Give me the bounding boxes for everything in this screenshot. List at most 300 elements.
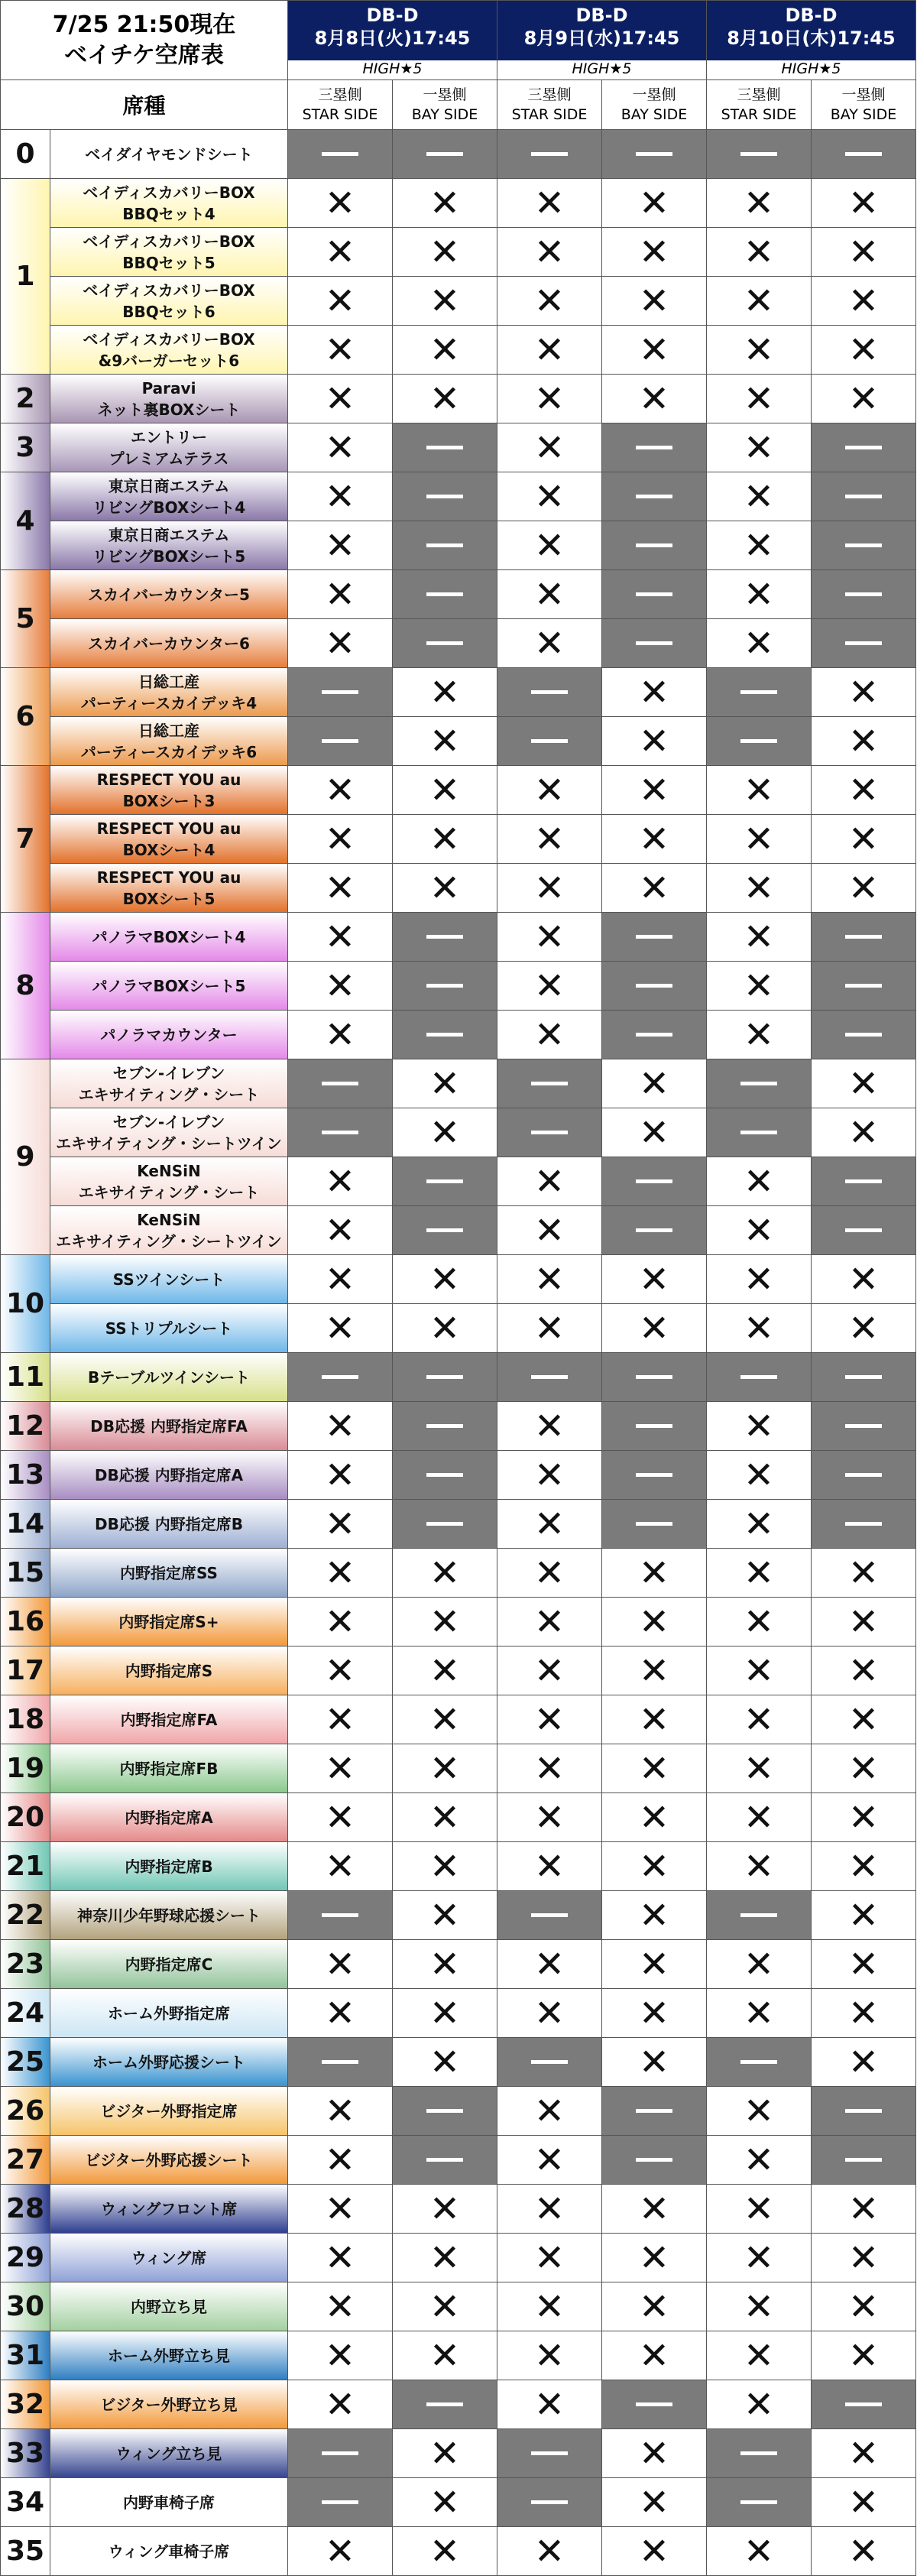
sold-out-icon: ✕ (533, 866, 565, 910)
status-cell (497, 2527, 602, 2576)
status-cell (288, 423, 393, 472)
status-cell (602, 179, 707, 228)
status-cell (707, 228, 812, 277)
group-number: 8 (0, 913, 50, 1059)
not-available-mark (636, 1424, 672, 1428)
not-available-mark (426, 935, 463, 939)
status-cell (602, 1598, 707, 1646)
side-label: STAR SIDE (721, 106, 797, 123)
sold-out-icon: ✕ (324, 475, 356, 518)
status-cell (497, 619, 602, 668)
sold-out-icon: ✕ (847, 279, 880, 323)
status-cell (602, 1255, 707, 1304)
status-cell (288, 1842, 393, 1891)
status-cell (288, 2087, 393, 2136)
group-number: 10 (0, 1255, 50, 1353)
status-cell (707, 1011, 812, 1059)
status-cell (393, 1402, 497, 1451)
sold-out-icon: ✕ (847, 2529, 880, 2573)
status-cell (497, 668, 602, 717)
seat-label-line: ベイディスカバリーBOX (83, 281, 255, 300)
status-cell (707, 766, 812, 815)
seat-label-line: 内野指定席A (125, 1808, 213, 1827)
seat-type-label (50, 2185, 288, 2234)
not-available-mark (426, 152, 463, 156)
status-cell (393, 2527, 497, 2576)
status-cell (497, 1402, 602, 1451)
sold-out-icon: ✕ (847, 1844, 880, 1888)
seat-label-line: Bテーブルツインシート (88, 1367, 250, 1387)
side-label: STAR SIDE (511, 106, 588, 123)
sold-out-icon: ✕ (324, 1649, 356, 1692)
seat-label-line: KeNSiN (137, 1210, 201, 1229)
not-available-mark (740, 1375, 777, 1379)
sold-out-icon: ✕ (847, 1257, 880, 1301)
status-cell (288, 1255, 393, 1304)
status-cell (602, 228, 707, 277)
sold-out-icon: ✕ (324, 426, 356, 469)
seat-type-label (50, 1304, 288, 1353)
sold-out-icon: ✕ (324, 1502, 356, 1546)
seat-label-line: 東京日商エステム (108, 525, 230, 544)
status-cell (812, 1549, 916, 1598)
not-available-mark (531, 1082, 568, 1085)
status-cell (812, 472, 916, 521)
status-cell (812, 766, 916, 815)
sold-out-icon: ✕ (533, 1502, 565, 1546)
status-cell (497, 1598, 602, 1646)
status-cell (812, 1500, 916, 1549)
not-available-mark (845, 1473, 882, 1477)
seat-label-line: 神奈川少年野球応援シート (77, 1906, 261, 1925)
game-date: 8月10日(木)17:45 (727, 28, 896, 49)
status-cell (602, 2234, 707, 2282)
status-cell (393, 2234, 497, 2282)
not-available-mark (426, 1033, 463, 1037)
seat-type-label (50, 2234, 288, 2282)
not-available-mark (322, 2060, 358, 2064)
status-cell (288, 1989, 393, 2038)
seat-label-line: ネット裏BOXシート (97, 400, 241, 419)
status-cell (812, 228, 916, 277)
not-available-mark (740, 152, 777, 156)
group-number: 27 (0, 2136, 50, 2185)
status-cell (812, 717, 916, 766)
sold-out-icon: ✕ (533, 1209, 565, 1252)
sold-out-icon: ✕ (324, 1306, 356, 1350)
status-cell (393, 1842, 497, 1891)
group-number: 22 (0, 1891, 50, 1940)
status-cell (497, 2478, 602, 2527)
not-available-mark (322, 2451, 358, 2455)
sold-out-icon: ✕ (743, 181, 775, 225)
seat-type-label (50, 1402, 288, 1451)
sold-out-icon: ✕ (743, 328, 775, 371)
game-header (288, 0, 497, 80)
status-cell (812, 1157, 916, 1206)
seat-type-label (50, 1157, 288, 1206)
group-number: 26 (0, 2087, 50, 2136)
sold-out-icon: ✕ (743, 1698, 775, 1741)
sold-out-icon: ✕ (743, 426, 775, 469)
seat-label-line: 内野指定席FA (120, 1710, 218, 1729)
status-cell (707, 619, 812, 668)
not-available-mark (531, 152, 568, 156)
side-header (812, 80, 916, 130)
group-number: 0 (0, 130, 50, 179)
sold-out-icon: ✕ (429, 2236, 461, 2279)
sold-out-icon: ✕ (324, 1991, 356, 2035)
sold-out-icon: ✕ (429, 768, 461, 812)
status-cell (288, 2136, 393, 2185)
sold-out-icon: ✕ (743, 2529, 775, 2573)
status-cell (288, 1451, 393, 1500)
seat-label-line: プレミアムテラス (109, 449, 229, 468)
status-cell (812, 1011, 916, 1059)
seat-type-header: 席種 (0, 80, 288, 130)
not-available-mark (531, 2060, 568, 2064)
status-cell (497, 2380, 602, 2429)
status-cell (707, 1206, 812, 1255)
sold-out-icon: ✕ (533, 1013, 565, 1056)
seat-type-label (50, 717, 288, 766)
sold-out-icon: ✕ (638, 2432, 670, 2475)
sold-out-icon: ✕ (743, 1453, 775, 1497)
seat-label-line: DB応援 内野指定席B (94, 1514, 244, 1533)
status-cell (812, 1793, 916, 1842)
status-cell (393, 1549, 497, 1598)
seat-label-line: パノラマBOXシート4 (92, 927, 246, 946)
not-available-mark (426, 592, 463, 596)
group-number: 19 (0, 1744, 50, 1793)
status-cell (497, 1842, 602, 1891)
sold-out-icon: ✕ (743, 524, 775, 567)
status-cell (602, 1500, 707, 1549)
status-cell (393, 1989, 497, 2038)
sold-out-icon: ✕ (324, 866, 356, 910)
seat-label-line: エキサイティング・シート (78, 1183, 260, 1202)
seat-type-label (50, 1108, 288, 1157)
not-available-mark (426, 446, 463, 449)
sold-out-icon: ✕ (638, 181, 670, 225)
status-cell (288, 668, 393, 717)
seat-type-label (50, 326, 288, 375)
seat-label-line: DB応援 内野指定席FA (90, 1416, 248, 1436)
group-number: 14 (0, 1500, 50, 1549)
status-cell (812, 1842, 916, 1891)
sold-out-icon: ✕ (847, 1551, 880, 1595)
not-available-mark (845, 641, 882, 645)
status-cell (602, 1206, 707, 1255)
status-cell (497, 130, 602, 179)
status-cell (707, 423, 812, 472)
status-cell (707, 1108, 812, 1157)
not-available-mark (740, 690, 777, 694)
sold-out-icon: ✕ (324, 2089, 356, 2133)
sold-out-icon: ✕ (638, 1844, 670, 1888)
sold-out-icon: ✕ (638, 1600, 670, 1643)
not-available-mark (845, 446, 882, 449)
seat-type-label (50, 962, 288, 1011)
sold-out-icon: ✕ (638, 1649, 670, 1692)
sold-out-icon: ✕ (638, 866, 670, 910)
group-number: 13 (0, 1451, 50, 1500)
sold-out-icon: ✕ (743, 1747, 775, 1790)
sold-out-icon: ✕ (533, 573, 565, 616)
status-cell (707, 864, 812, 913)
sold-out-icon: ✕ (429, 1942, 461, 1986)
side-header (393, 80, 497, 130)
sold-out-icon: ✕ (533, 1257, 565, 1301)
status-cell (497, 717, 602, 766)
sold-out-icon: ✕ (429, 866, 461, 910)
sold-out-icon: ✕ (533, 181, 565, 225)
sold-out-icon: ✕ (429, 2432, 461, 2475)
status-cell (393, 1059, 497, 1108)
seat-label-line: ベイディスカバリーBOX (83, 232, 255, 251)
sold-out-icon: ✕ (743, 1991, 775, 2035)
seat-label-line: Paravi (141, 378, 196, 397)
sold-out-icon: ✕ (847, 1111, 880, 1154)
seat-label-line: SSトリプルシート (105, 1319, 233, 1338)
status-cell (707, 1695, 812, 1744)
sold-out-icon: ✕ (533, 2529, 565, 2573)
status-cell (497, 375, 602, 423)
seat-type-label (50, 472, 288, 521)
status-cell (707, 375, 812, 423)
status-cell (602, 1695, 707, 1744)
not-available-mark (740, 2060, 777, 2064)
status-cell (602, 864, 707, 913)
sold-out-icon: ✕ (743, 1942, 775, 1986)
status-cell (288, 472, 393, 521)
sold-out-icon: ✕ (533, 1649, 565, 1692)
status-cell (497, 1500, 602, 1549)
status-cell (602, 472, 707, 521)
not-available-mark (426, 1179, 463, 1183)
status-cell (602, 2429, 707, 2478)
status-cell (497, 2136, 602, 2185)
status-cell (602, 766, 707, 815)
status-cell (707, 913, 812, 962)
status-cell (497, 1255, 602, 1304)
status-cell (812, 1451, 916, 1500)
sold-out-icon: ✕ (743, 1013, 775, 1056)
not-available-mark (531, 739, 568, 743)
sold-out-icon: ✕ (429, 2040, 461, 2084)
seat-type-label (50, 2380, 288, 2429)
not-available-mark (636, 935, 672, 939)
seat-label-line: 内野立ち見 (131, 2297, 207, 2316)
status-cell (602, 962, 707, 1011)
sold-out-icon: ✕ (533, 1306, 565, 1350)
sold-out-icon: ✕ (638, 1747, 670, 1790)
status-cell (602, 277, 707, 326)
seat-label-line: BOXシート4 (122, 840, 215, 859)
sold-out-icon: ✕ (743, 1502, 775, 1546)
status-cell (497, 423, 602, 472)
seat-label-line: 内野指定席FB (119, 1759, 219, 1778)
sold-out-icon: ✕ (324, 2529, 356, 2573)
status-cell (602, 1108, 707, 1157)
seat-label-line: &9バーガーセット6 (98, 351, 240, 370)
status-cell (288, 1353, 393, 1402)
sold-out-icon: ✕ (324, 1698, 356, 1741)
seat-label-line: パノラマカウンター (100, 1025, 238, 1044)
seat-type-label (50, 1206, 288, 1255)
seat-type-label (50, 130, 288, 179)
status-cell (707, 521, 812, 570)
status-cell (393, 1304, 497, 1353)
status-cell (707, 2234, 812, 2282)
sold-out-icon: ✕ (847, 1747, 880, 1790)
status-cell (707, 1646, 812, 1695)
sold-out-icon: ✕ (324, 279, 356, 323)
status-cell (288, 2331, 393, 2380)
group-number: 23 (0, 1940, 50, 1989)
not-available-mark (636, 641, 672, 645)
group-number: 11 (0, 1353, 50, 1402)
sold-out-icon: ✕ (638, 670, 670, 714)
seat-label-line: ウィングフロント席 (100, 2199, 238, 2218)
not-available-mark (426, 543, 463, 547)
status-cell (602, 423, 707, 472)
status-cell (288, 2478, 393, 2527)
status-cell (393, 1353, 497, 1402)
seat-label-line: エントリー (131, 427, 207, 446)
status-cell (497, 1891, 602, 1940)
status-cell (707, 1989, 812, 2038)
sold-out-icon: ✕ (743, 768, 775, 812)
group-number: 34 (0, 2478, 50, 2527)
sold-out-icon: ✕ (429, 1796, 461, 1839)
status-cell (497, 2038, 602, 2087)
seat-label-line: リビングBOXシート5 (92, 547, 246, 566)
status-cell (288, 1940, 393, 1989)
status-cell (288, 1646, 393, 1695)
status-cell (812, 1255, 916, 1304)
status-cell (707, 668, 812, 717)
status-cell (393, 1255, 497, 1304)
seat-label-line: セブン-イレブン (112, 1112, 225, 1131)
sold-out-icon: ✕ (743, 1649, 775, 1692)
status-cell (812, 2331, 916, 2380)
status-cell (393, 1744, 497, 1793)
not-available-mark (636, 1522, 672, 1526)
status-cell (707, 1549, 812, 1598)
not-available-mark (636, 152, 672, 156)
status-cell (288, 1598, 393, 1646)
not-available-mark (426, 641, 463, 645)
sold-out-icon: ✕ (324, 1796, 356, 1839)
seat-label-line: パーティースカイデッキ4 (80, 693, 258, 712)
game-matchup: DB-D (575, 5, 628, 26)
seat-label-line: RESPECT YOU au (96, 770, 241, 789)
status-cell (707, 1891, 812, 1940)
status-cell (288, 179, 393, 228)
status-cell (812, 1695, 916, 1744)
group-number: 9 (0, 1059, 50, 1255)
sold-out-icon: ✕ (638, 279, 670, 323)
sold-out-icon: ✕ (324, 2236, 356, 2279)
seat-type-label (50, 375, 288, 423)
status-cell (602, 326, 707, 375)
status-cell (288, 2234, 393, 2282)
sold-out-icon: ✕ (324, 2285, 356, 2328)
not-available-mark (636, 1228, 672, 1232)
group-number: 16 (0, 1598, 50, 1646)
status-cell (393, 228, 497, 277)
status-cell (812, 1891, 916, 1940)
sold-out-icon: ✕ (324, 1551, 356, 1595)
sold-out-icon: ✕ (638, 768, 670, 812)
status-cell (497, 1011, 602, 1059)
sold-out-icon: ✕ (324, 621, 356, 665)
seat-label-line: BOXシート5 (122, 889, 215, 908)
sold-out-icon: ✕ (847, 2480, 880, 2524)
status-cell (707, 130, 812, 179)
seat-type-label (50, 1891, 288, 1940)
status-cell (288, 913, 393, 962)
sold-out-icon: ✕ (429, 1844, 461, 1888)
side-label: BAY SIDE (411, 106, 478, 123)
status-cell (812, 2527, 916, 2576)
status-cell (288, 1157, 393, 1206)
seat-type-label (50, 2331, 288, 2380)
not-available-mark (636, 543, 672, 547)
status-cell (812, 1989, 916, 2038)
sold-out-icon: ✕ (638, 1111, 670, 1154)
status-cell (393, 2429, 497, 2478)
sold-out-icon: ✕ (638, 1306, 670, 1350)
seat-label-line: 内野指定席S+ (118, 1612, 219, 1631)
sold-out-icon: ✕ (847, 1991, 880, 2035)
not-available-mark (322, 1131, 358, 1134)
seat-type-label (50, 1011, 288, 1059)
sold-out-icon: ✕ (847, 2040, 880, 2084)
status-cell (393, 2282, 497, 2331)
sold-out-icon: ✕ (429, 719, 461, 763)
status-cell (497, 766, 602, 815)
group-number: 29 (0, 2234, 50, 2282)
sold-out-icon: ✕ (324, 768, 356, 812)
side-header (288, 80, 393, 130)
status-cell (497, 1206, 602, 1255)
sold-out-icon: ✕ (429, 1649, 461, 1692)
status-cell (393, 521, 497, 570)
status-cell (497, 2429, 602, 2478)
sold-out-icon: ✕ (533, 2187, 565, 2230)
sold-out-icon: ✕ (429, 1257, 461, 1301)
status-cell (602, 1402, 707, 1451)
title-timestamp: 7/25 21:50現在 (52, 11, 236, 38)
sold-out-icon: ✕ (533, 1698, 565, 1741)
status-cell (602, 1891, 707, 1940)
not-available-mark (322, 1082, 358, 1085)
sold-out-icon: ✕ (847, 1698, 880, 1741)
sold-out-icon: ✕ (847, 377, 880, 420)
sold-out-icon: ✕ (847, 1649, 880, 1692)
side-header (497, 80, 602, 130)
status-cell (393, 1451, 497, 1500)
status-cell (288, 521, 393, 570)
not-available-mark (845, 1033, 882, 1037)
status-cell (812, 2234, 916, 2282)
sold-out-icon: ✕ (324, 230, 356, 274)
sold-out-icon: ✕ (847, 768, 880, 812)
side-name: 一塁側 (841, 86, 886, 103)
seat-label-line: ウィング立ち見 (115, 2444, 222, 2463)
